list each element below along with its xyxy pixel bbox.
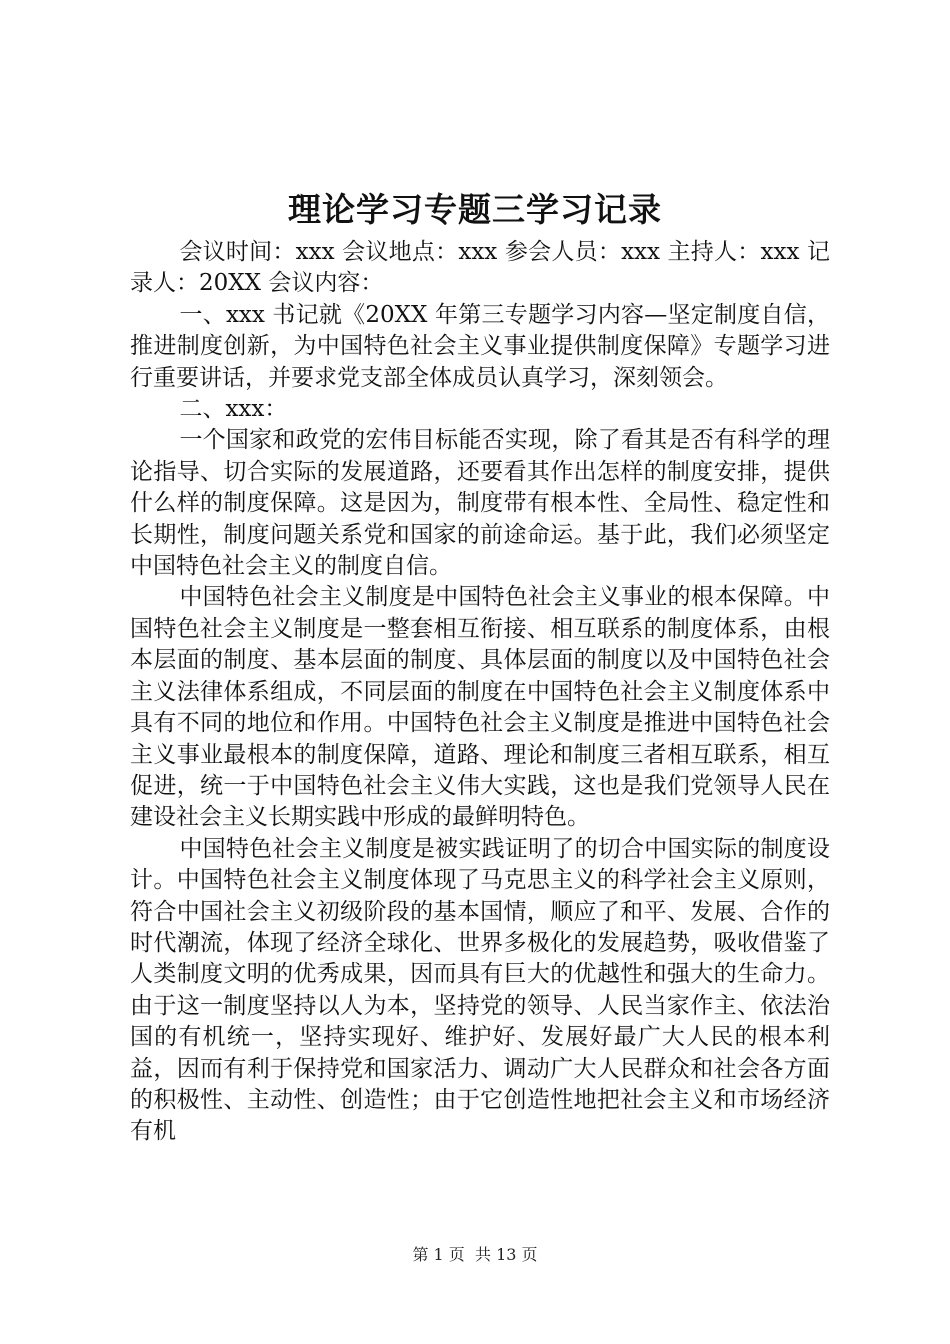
body-paragraph: 中国特色社会主义制度是被实践证明了的切合中国实际的制度设计。中国特色社会主义制度体现了马克思主义的科学社会主义原则，符合中国社会主义初级阶段的基本国情，顺应了和平、发展、合作的时代潮流，体现了经济全球化、世界多极化的发展趋势，吸收借鉴了人类制度文明的优秀成果，因而具有巨大的优越性和强大的生命力。由于这一制度坚持以人为本，坚持党的领导、人民当家作主、依法治国的有机统一，坚持实现好、维护好、发展好最广大人民的根本利益，因而有利于保持党和国家活力、调动广大人民群众和社会各方面的积极性、主动性、创造性；由于它创造性地把社会主义和市场经济有机 bbox=[130, 835, 830, 1145]
page-number: 第 1 页 bbox=[412, 1245, 465, 1264]
meeting-info-paragraph: 会议时间：xxx 会议地点：xxx 参会人员：xxx 主持人：xxx 记录人：20XX 会议内容： bbox=[130, 239, 830, 297]
document-body bbox=[130, 237, 830, 1148]
page-total: 共 13 页 bbox=[474, 1245, 538, 1264]
body-paragraph: 一个国家和政党的宏伟目标能否实现，除了看其是否有科学的理论指导、切合实际的发展道路，还要看其作出怎样的制度安排，提供什么样的制度保障。这是因为，制度带有根本性、全局性、稳定性和长期性，制度问题关系党和国家的前途命运。基于此，我们必须坚定中国特色社会主义的制度自信。 bbox=[130, 427, 830, 580]
body-paragraph: 中国特色社会主义制度是中国特色社会主义事业的根本保障。中国特色社会主义制度是一整套相互衔接、相互联系的制度体系，由根本层面的制度、基本层面的制度、具体层面的制度以及中国特色社会主义法律体系组成，不同层面的制度在中国特色社会主义制度体系中具有不同的地位和作用。中国特色社会主义制度是推进中国特色社会主义事业最根本的制度保障，道路、理论和制度三者相互联系，相互促进，统一于中国特色社会主义伟大实践，这也是我们党领导人民在建设社会主义长期实践中形成的最鲜明特色。 bbox=[130, 584, 830, 831]
item-one-paragraph: 一、xxx 书记就《20XX 年第三专题学习内容—坚定制度自信，推进制度创新，为中国特色社会主义事业提供制度保障》专题学习进行重要讲话，并要求党支部全体成员认真学习，深刻领会。 bbox=[130, 301, 830, 391]
document-title: 理论学习专题三学习记录 bbox=[288, 190, 662, 229]
item-two-heading: 二、xxx： bbox=[179, 396, 288, 423]
page-footer bbox=[0, 1244, 950, 1266]
